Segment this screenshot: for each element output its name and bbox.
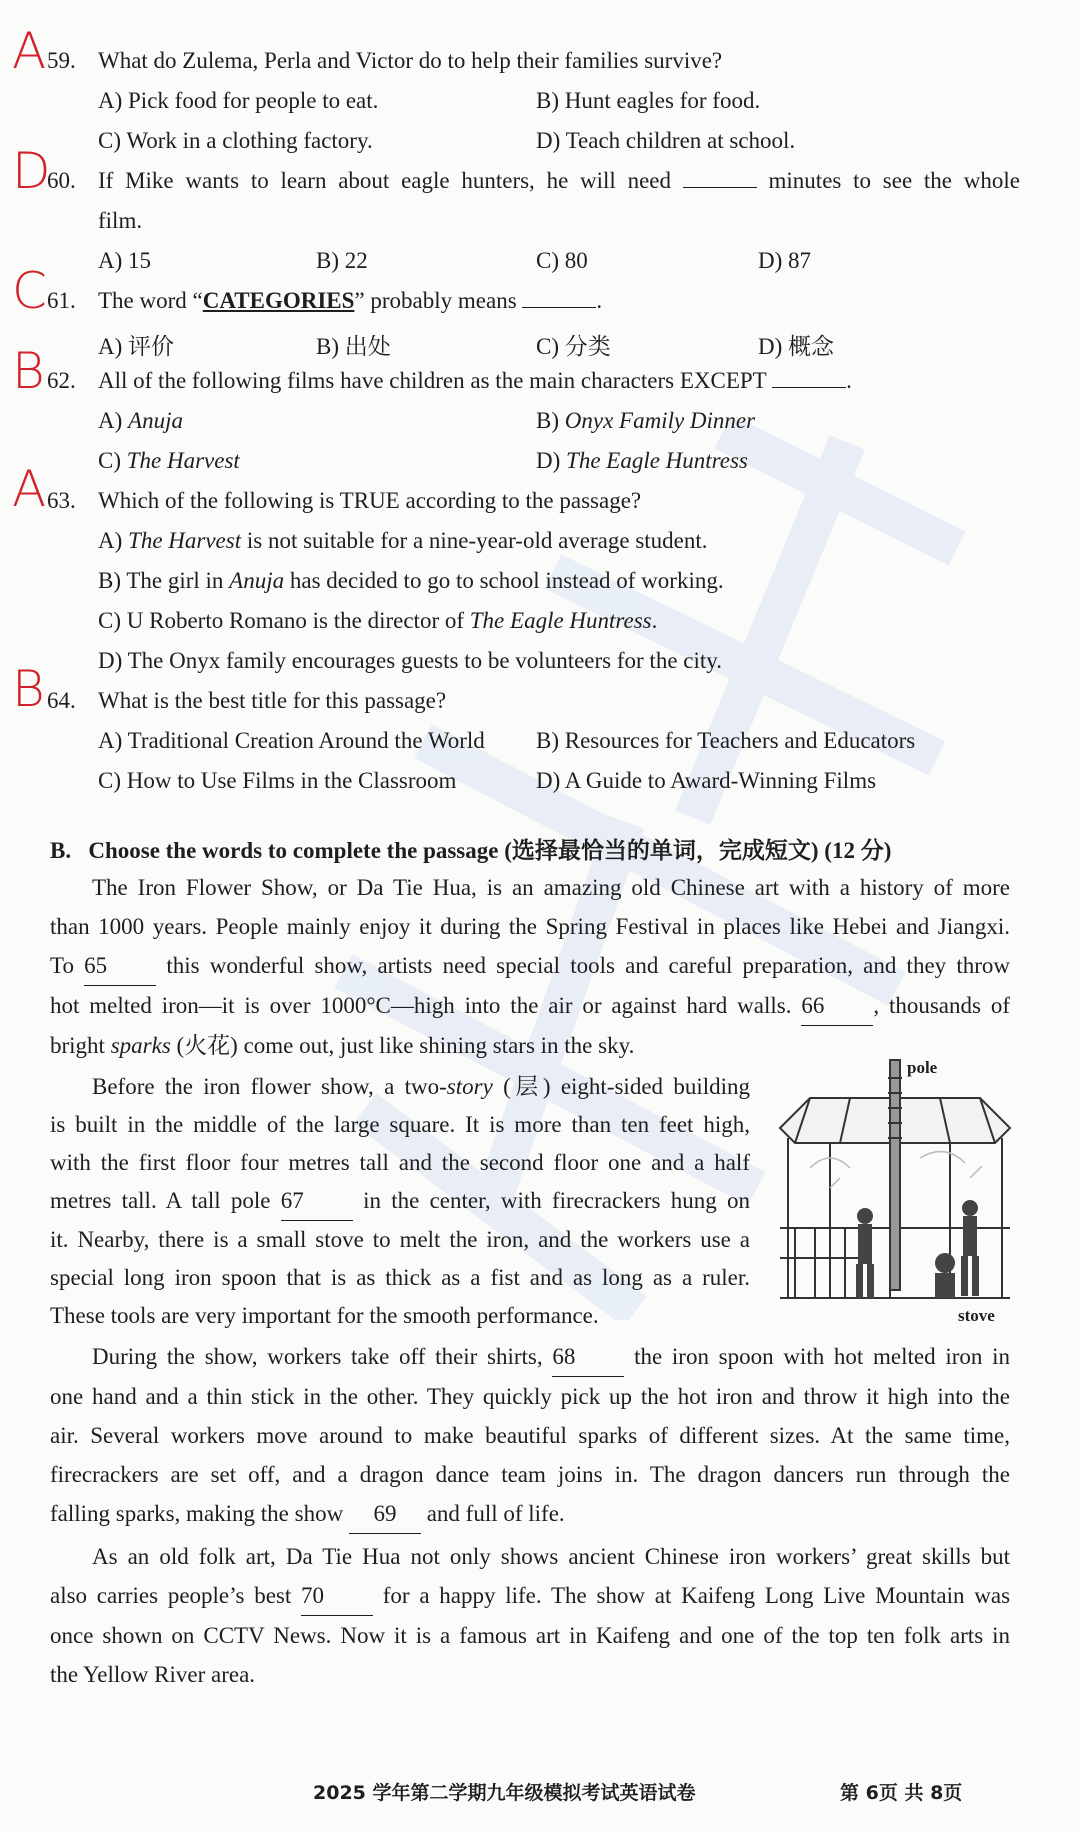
section-b-heading: B. Choose the words to complete the passage (选择最恰当的单词，完成短文) (12 分): [50, 838, 892, 863]
p2-line-7: These tools are very important for the smooth performance.: [50, 1303, 599, 1328]
passage-paragraph-3: [50, 1337, 1010, 1534]
question-63-stem: Which of the following is TRUE according to the passage?: [98, 488, 642, 513]
question-60-stem-post: minutes to see the whole: [768, 168, 1020, 193]
answer-blank-61: [522, 289, 596, 308]
p1-line-2: than 1000 years. People mainly enjoy it during the Spring Festival in places like Hebei and Jiangxi.: [50, 914, 1010, 939]
question-60-option-a: A) 15: [98, 248, 152, 273]
question-60-stem-pre: If Mike wants to learn about eagle hunters, he will need: [98, 168, 671, 193]
passage-paragraph-1: [50, 868, 1010, 1065]
footer-exam-title: 2025 学年第二学期九年级模拟考试英语试卷: [313, 1782, 696, 1804]
question-61-option-a: A) 评价: [98, 334, 175, 359]
passage-paragraph-2: [50, 1068, 750, 1335]
footer-page-info: 第 6页 共 8页: [840, 1782, 963, 1804]
question-62-stem-text: All of the following films have children as the main characters EXCEPT: [98, 368, 767, 393]
keyword-categories: CATEGORIES: [202, 288, 355, 313]
question-60-option-c: C) 80: [536, 248, 588, 273]
grading-mark-61: C: [12, 262, 47, 320]
question-number-62: 62.: [47, 368, 76, 393]
p1-line-4: hot melted iron—it is over 1000°C—high into the air or against hard walls. 66 , thousands of: [50, 986, 1010, 1026]
grading-mark-63: A: [12, 460, 47, 518]
question-61-option-b: B) 出处: [316, 334, 391, 359]
p1-line-3: To 65 this wonderful show, artists need special tools and careful preparation, and they throw: [50, 946, 1010, 986]
question-62-option-a: A) Anuja: [98, 408, 183, 433]
question-number-64: 64.: [47, 688, 76, 713]
p4-line-2: also carries people’s best 70 for a happy life. The show at Kaifeng Long Live Mountain was: [50, 1576, 1010, 1616]
stove-label: stove: [958, 1306, 995, 1325]
question-59-stem: What do Zulema, Perla and Victor do to help their families survive?: [98, 48, 723, 73]
p3-line-5: falling sparks, making the show 69 and full of life.: [50, 1494, 1010, 1534]
p2-line-1: Before the iron flower show, a two-story (层) eight-sided building: [92, 1074, 751, 1099]
p3-line-4: firecrackers are set off, and a dragon dance team joins in. The dragon dancers run through the: [50, 1462, 1010, 1487]
answer-blank-60: [683, 169, 757, 188]
answer-blank-70: 70: [301, 1576, 373, 1616]
question-59-option-c: C) Work in a clothing factory.: [98, 128, 373, 153]
question-61-stem: The word “CATEGORIES” probably means .: [98, 288, 603, 313]
p3-line-2: one hand and a thin stick in the other. They quickly pick up the hot iron and throw it high into the: [50, 1384, 1010, 1409]
question-62-stem: All of the following films have children as the main characters EXCEPT .: [98, 368, 852, 393]
question-63-option-d: D) The Onyx family encourages guests to be volunteers for the city.: [98, 648, 723, 673]
question-64-option-d: D) A Guide to Award-Winning Films: [536, 768, 877, 793]
question-number-63: 63.: [47, 488, 76, 513]
p1-line-1: The Iron Flower Show, or Da Tie Hua, is an amazing old Chinese art with a history of more: [92, 875, 1010, 900]
question-61-option-d: D) 概念: [758, 334, 835, 359]
grading-mark-59: A: [12, 22, 47, 80]
p3-line-3: air. Several workers move around to make beautiful sparks of different sizes. At the same time,: [50, 1423, 1010, 1448]
p4-line-1: As an old folk art, Da Tie Hua not only shows ancient Chinese iron workers’ great skills but: [92, 1544, 1010, 1569]
pole-label: pole: [907, 1058, 938, 1077]
question-60-stem: [98, 168, 1020, 194]
question-63-option-a: A) The Harvest is not suitable for a nine-year-old average student.: [98, 528, 708, 553]
answer-blank-66: 66: [801, 986, 873, 1026]
question-64-option-c: C) How to Use Films in the Classroom: [98, 768, 457, 793]
question-60-stem-line2: film.: [98, 208, 143, 233]
answer-blank-67: 67: [281, 1182, 353, 1221]
p2-line-5: it. Nearby, there is a small stove to melt the iron, and the workers use a: [50, 1227, 750, 1252]
question-number-61: 61.: [47, 288, 76, 313]
question-59-option-a: A) Pick food for people to eat.: [98, 88, 379, 113]
p2-line-2: is built in the middle of the large square. It is more than ten feet high,: [50, 1112, 750, 1137]
question-59-option-d: D) Teach children at school.: [536, 128, 796, 153]
passage-paragraph-4: [50, 1537, 1010, 1694]
pavilion-illustration: [770, 1058, 1020, 1328]
p4-line-4: the Yellow River area.: [50, 1662, 256, 1687]
p2-line-4: metres tall. A tall pole 67 in the center, with firecrackers hung on: [50, 1182, 750, 1221]
grading-mark-60: D: [12, 142, 51, 200]
question-64-stem: What is the best title for this passage?: [98, 688, 447, 713]
question-number-59: 59.: [47, 48, 76, 73]
p3-line-1: During the show, workers take off their shirts, 68 the iron spoon with hot melted iron in: [50, 1337, 1010, 1377]
question-61-stem-pre: The word “: [98, 288, 203, 313]
question-63-option-c: C) U Roberto Romano is the director of The Eagle Huntress.: [98, 608, 658, 633]
p1-line-5: bright sparks (火花) come out, just like shining stars in the sky.: [50, 1033, 635, 1058]
question-59-option-b: B) Hunt eagles for food.: [536, 88, 761, 113]
question-number-60: 60.: [47, 168, 76, 193]
question-61-stem-post: ” probably means: [354, 288, 517, 313]
question-64-option-b: B) Resources for Teachers and Educators: [536, 728, 916, 753]
question-62-option-b: B) Onyx Family Dinner: [536, 408, 756, 433]
answer-blank-68: 68: [552, 1337, 624, 1377]
question-60-option-b: B) 22: [316, 248, 368, 273]
grading-mark-64: B: [12, 660, 45, 718]
question-60-option-d: D) 87: [758, 248, 812, 273]
p2-line-6: special long iron spoon that is as thick as a fist and as long as a ruler.: [50, 1265, 750, 1290]
question-64-option-a: A) Traditional Creation Around the World: [98, 728, 485, 753]
p4-line-3: once shown on CCTV News. Now it is a famous art in Kaifeng and one of the top ten folk arts in: [50, 1623, 1010, 1648]
answer-blank-65: 65: [84, 946, 156, 986]
question-63-option-b: B) The girl in Anuja has decided to go to school instead of working.: [98, 568, 724, 593]
question-62-option-d: D) The Eagle Huntress: [536, 448, 748, 473]
grading-mark-62: B: [12, 342, 45, 400]
answer-blank-62: [772, 369, 846, 388]
question-62-option-c: C) The Harvest: [98, 448, 240, 473]
answer-blank-69: 69: [349, 1494, 421, 1534]
p2-line-3: with the first floor four metres tall and the second floor one and a half: [50, 1150, 750, 1175]
question-61-option-c: C) 分类: [536, 334, 611, 359]
